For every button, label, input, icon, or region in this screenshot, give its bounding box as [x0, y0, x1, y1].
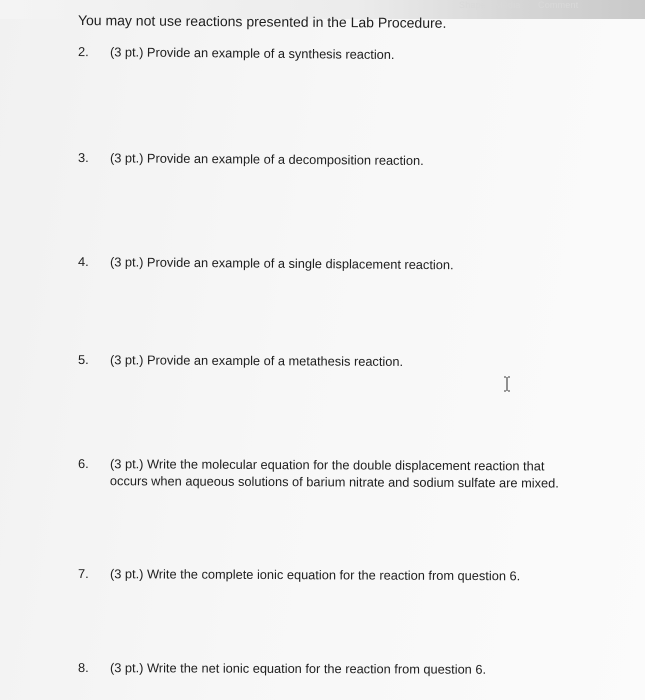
- question-text: (3 pt.) Write the net ionic equation for the reaction from question 6.: [109, 660, 487, 677]
- question-text: (3 pt.) Provide an example of a metathesis reaction.: [109, 352, 404, 369]
- toolbar-comment-button[interactable]: Comment: [538, 0, 579, 10]
- question-6: [78, 456, 559, 492]
- toolbar-media-button[interactable]: Media: [495, 0, 521, 10]
- question-2: [78, 44, 395, 62]
- question-text: (3 pt.) Provide an example of a synthesis reaction.: [109, 44, 395, 63]
- question-number: 2.: [77, 44, 89, 60]
- question-7: [78, 566, 520, 583]
- toolbar-shape-button[interactable]: Shape: [459, 0, 487, 10]
- question-text: (3 pt.) Provide an example of a decomposition reaction.: [109, 150, 424, 169]
- text-cursor-icon: [503, 376, 511, 392]
- instructions-text: You may not use reactions presented in the Lab Procedure.: [77, 12, 447, 31]
- question-text: [110, 456, 559, 492]
- question-number: 7.: [77, 566, 89, 582]
- question-number: 5.: [77, 352, 89, 368]
- question-number: 8.: [77, 660, 89, 676]
- question-text: (3 pt.) Write the complete ionic equation for the reaction from question 6.: [109, 566, 521, 584]
- question-3: [78, 150, 424, 168]
- question-number: 4.: [77, 254, 89, 270]
- question-text-line-1: (3 pt.) Write the molecular equation for the double displacement reaction that: [110, 456, 545, 474]
- question-number: 3.: [77, 150, 89, 166]
- question-text-line-2: occurs when aqueous solutions of barium nitrate and sodium sulfate are mixed.: [109, 472, 559, 491]
- question-text: (3 pt.) Provide an example of a single displacement reaction.: [109, 254, 454, 273]
- question-number: 6.: [78, 456, 89, 472]
- question-4: [78, 254, 454, 272]
- question-5: [78, 352, 403, 369]
- question-8: [78, 660, 486, 677]
